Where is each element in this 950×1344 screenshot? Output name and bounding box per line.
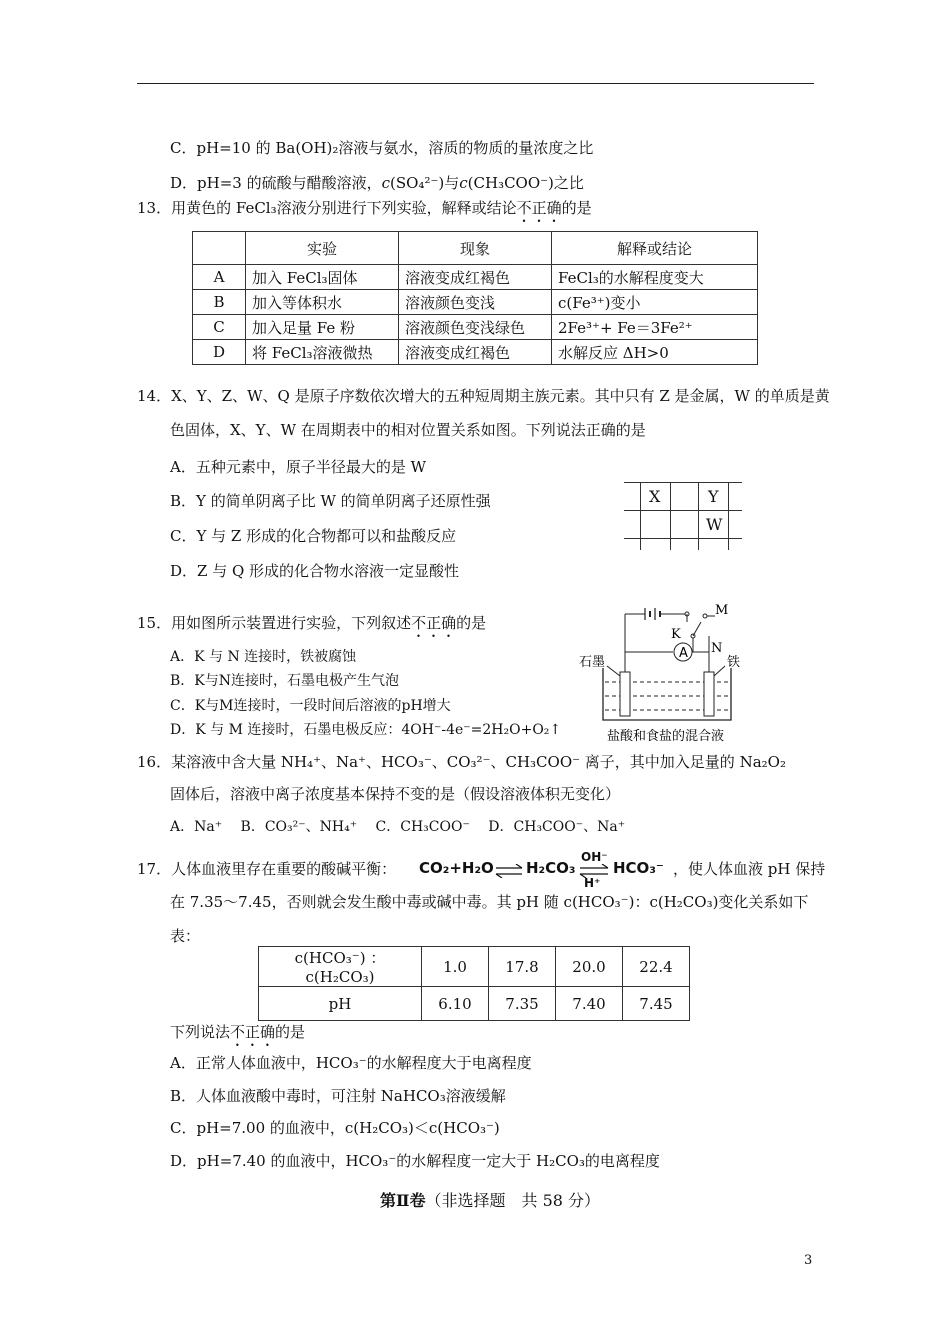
q15-option-c: C．K与M连接时，一段时间后溶液的pH增大	[170, 698, 451, 714]
terminal-n-label: N	[711, 641, 723, 656]
eq-arrow-top: OH⁻	[581, 850, 608, 864]
table-row	[193, 290, 758, 315]
q17-stem-line1-post: ，使人体血液 pH 保持	[673, 860, 826, 878]
q17-question-text: 下列说法	[170, 1023, 231, 1041]
q17-stem-line1-pre: 17．人体血液里存在重要的酸碱平衡：	[137, 860, 397, 878]
table-row-label: pH	[259, 987, 422, 1021]
table-header-cell: 解释或结论	[552, 232, 758, 265]
page-number: 3	[804, 1253, 813, 1268]
q15-option-d: D．K 与 M 连接时，石墨电极反应：4OH⁻-4e⁻=2H₂O+O₂↑	[170, 722, 562, 738]
table-cell: 20.0	[556, 947, 623, 987]
q17-option-d: D．pH=7.40 的血液中，HCO₃⁻的水解程度一定大于 H₂CO₃的电离程度	[170, 1152, 660, 1170]
eq-arrow-bottom: H⁺	[584, 876, 601, 890]
table-cell: 加入等体积水	[246, 290, 399, 315]
element-y-label: Y	[708, 487, 719, 506]
table-cell: 22.4	[623, 947, 690, 987]
section-heading-rest: （非选择题 共 58 分）	[425, 1191, 601, 1210]
c-symbol: c	[459, 174, 468, 192]
eq-right: HCO₃⁻	[613, 859, 664, 877]
table-cell: 水解反应 ΔH>0	[552, 340, 758, 365]
terminal-m-label: M	[715, 603, 729, 618]
emphasis-text: 不正确	[411, 614, 457, 632]
q14-option-c: C．Y 与 Z 形成的化合物都可以和盐酸反应	[170, 527, 457, 545]
table-row	[193, 265, 758, 290]
table-header-cell: 实验	[246, 232, 399, 265]
emphasis-text: 不正确	[516, 199, 562, 217]
table-cell: 7.45	[623, 987, 690, 1021]
table-cell: 1.0	[422, 947, 489, 987]
switch-k-label: K	[671, 627, 681, 642]
table-row	[259, 987, 690, 1021]
table-cell: 2Fe³⁺+ Fe＝3Fe²⁺	[552, 315, 758, 340]
q15-option-a: A．K 与 N 连接时，铁被腐蚀	[170, 649, 357, 665]
q17-stem-line2: 在 7.35～7.45，否则就会发生酸中毒或碱中毒。其 pH 随 c(HCO₃⁻)：c(H₂CO₃)变化关系如下	[170, 893, 809, 911]
header-rule	[137, 83, 814, 84]
q12-option-d	[170, 172, 584, 193]
table-cell: A	[193, 265, 246, 290]
iron-label: 铁	[727, 655, 741, 670]
reversible-arrow-icon	[494, 864, 524, 878]
q17-question-text: 的是	[275, 1023, 306, 1041]
ammeter-label: A	[679, 646, 688, 661]
periodic-table-fragment	[624, 482, 742, 550]
table-cell: B	[193, 290, 246, 315]
table-row	[193, 315, 758, 340]
table-cell: C	[193, 315, 246, 340]
table-cell: 将 FeCl₃溶液微热	[246, 340, 399, 365]
q15-option-b: B．K与N连接时，石墨电极产生气泡	[170, 673, 399, 689]
table-row	[193, 340, 758, 365]
table-cell: 溶液颜色变浅	[399, 290, 552, 315]
electrolysis-apparatus-diagram	[575, 600, 750, 745]
table-cell: 17.8	[489, 947, 556, 987]
q14-option-b: B．Y 的简单阴离子比 W 的简单阴离子还原性强	[170, 492, 491, 510]
q17-option-a: A．正常人体血液中，HCO₃⁻的水解程度大于电离程度	[170, 1054, 532, 1072]
q15-stem	[137, 612, 486, 641]
q13-stem	[137, 197, 592, 226]
q15-stem-text: 15．用如图所示装置进行实验，下列叙述	[137, 614, 412, 632]
table-row	[259, 947, 690, 987]
q12-d-text: (SO₄²⁻)与	[390, 174, 460, 192]
q12-d-text: (CH₃COO⁻)之比	[467, 174, 584, 192]
emphasis-text: 不正确	[230, 1023, 276, 1041]
q14-option-a: A．五种元素中，原子半径最大的是 W	[170, 458, 427, 476]
q14-stem-line1: 14．X、Y、Z、W、Q 是原子序数依次增大的五种短周期主族元素。其中只有 Z 是金属，W 的单质是黄	[137, 387, 830, 405]
q17-question	[170, 1021, 305, 1050]
table-cell: 加入 FeCl₃固体	[246, 265, 399, 290]
table-cell: c(Fe³⁺)变小	[552, 290, 758, 315]
table-cell: D	[193, 340, 246, 365]
table-cell: 7.35	[489, 987, 556, 1021]
q13-table	[192, 231, 758, 365]
q16-options: A．Na⁺ B．CO₃²⁻、NH₄⁺ C．CH₃COO⁻ D．CH₃COO⁻、Na⁺	[170, 819, 626, 835]
eq-left: CO₂+H₂O	[419, 859, 494, 877]
table-cell: 溶液颜色变浅绿色	[399, 315, 552, 340]
table-header-cell	[193, 232, 246, 265]
q16-stem-line2: 固体后，溶液中离子浓度基本保持不变的是（假设溶液体积无变化）	[170, 785, 621, 803]
solution-label: 盐酸和食盐的混合液	[607, 729, 725, 744]
q12-option-c: C．pH=10 的 Ba(OH)₂溶液与氨水，溶质的物质的量浓度之比	[170, 139, 594, 157]
q13-stem-text: 的是	[561, 199, 592, 217]
table-header-row	[193, 232, 758, 265]
table-cell: 6.10	[422, 987, 489, 1021]
table-cell: 7.40	[556, 987, 623, 1021]
table-cell: FeCl₃的水解程度变大	[552, 265, 758, 290]
q17-option-c: C．pH=7.00 的血液中，c(H₂CO₃)＜c(HCO₃⁻)	[170, 1119, 500, 1137]
c-symbol: c	[381, 174, 390, 192]
table-header-cell: 现象	[399, 232, 552, 265]
q15-stem-text: 的是	[456, 614, 487, 632]
section-heading	[380, 1188, 600, 1211]
table-row-label: c(HCO₃⁻) ：c(H₂CO₃)	[259, 947, 422, 987]
element-x-label: X	[649, 487, 661, 506]
graphite-label: 石墨	[579, 655, 606, 670]
eq-mid: H₂CO₃	[526, 859, 576, 877]
q16-stem-line1: 16．某溶液中含大量 NH₄⁺、Na⁺、HCO₃⁻、CO₃²⁻、CH₃COO⁻ 离子，其中加入足量的 Na₂O₂	[137, 753, 786, 771]
table-cell: 溶液变成红褐色	[399, 340, 552, 365]
q13-stem-text: 13．用黄色的 FeCl₃溶液分别进行下列实验，解释或结论	[137, 199, 517, 217]
q14-stem-line2: 色固体，X、Y、W 在周期表中的相对位置关系如图。下列说法正确的是	[170, 421, 646, 439]
element-w-label: W	[706, 515, 723, 534]
table-cell: 溶液变成红褐色	[399, 265, 552, 290]
q14-option-d: D．Z 与 Q 形成的化合物水溶液一定显酸性	[170, 562, 460, 580]
q12-d-text: D．pH=3 的硫酸与醋酸溶液，	[170, 174, 382, 192]
q17-option-b: B．人体血液酸中毒时，可注射 NaHCO₃溶液缓解	[170, 1087, 506, 1105]
table-cell: 加入足量 Fe 粉	[246, 315, 399, 340]
section-heading-bold: 第Ⅱ卷	[380, 1191, 426, 1210]
q17-ph-table	[258, 946, 690, 1021]
q17-stem-line3: 表：	[170, 927, 201, 945]
